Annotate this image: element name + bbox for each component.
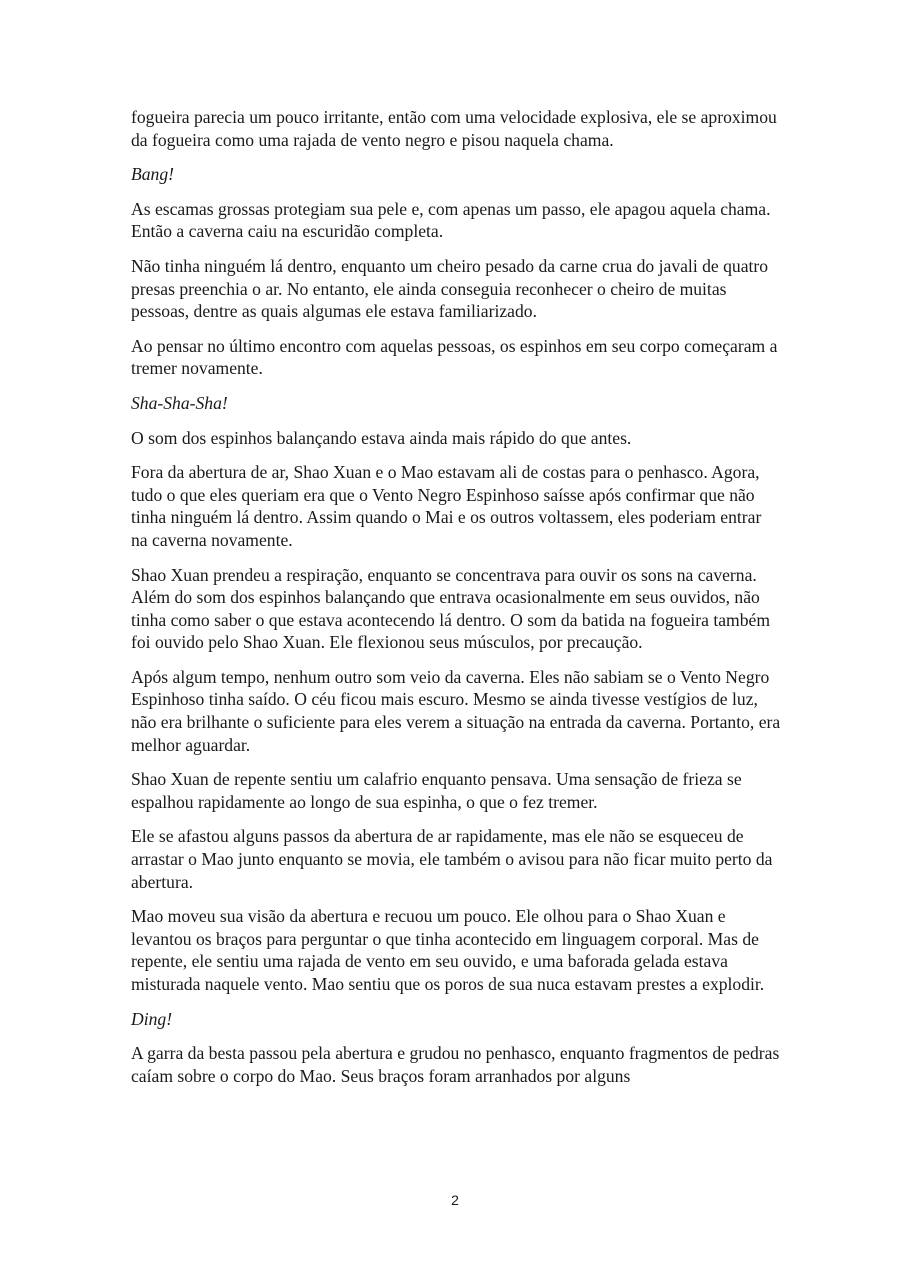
paragraph-sound-effect: Ding! bbox=[131, 1008, 173, 1029]
paragraph: Shao Xuan prendeu a respiração, enquanto se concentrava para ouvir os sons na caverna. Além do som dos espinhos balançando que entrava ocasionalmente em seus ouvidos, não tinha como saber o que estava acontecendo lá dentro. O som da batida na fogueira também foi ouvido pelo Shao Xuan. Ele flexionou seus músculos, por precaução. bbox=[131, 564, 771, 653]
paragraph: Shao Xuan de repente sentiu um calafrio enquanto pensava. Uma sensação de frieza se espalhou rapidamente ao longo de sua espinha, o que o fez tremer. bbox=[131, 769, 742, 812]
paragraph: Após algum tempo, nenhum outro som veio da caverna. Eles não sabiam se o Vento Negro Espinhoso tinha saído. O céu ficou mais escuro. Mesmo se ainda tivesse vestígios de luz, não era brilhante o suficiente para eles verem a situação na entrada da caverna. Portanto, era melhor aguardar. bbox=[131, 666, 781, 755]
paragraph: O som dos espinhos balançando estava ainda mais rápido do que antes. bbox=[131, 427, 632, 448]
paragraph: Ele se afastou alguns passos da abertura de ar rapidamente, mas ele não se esqueceu de arrastar o Mao junto enquanto se movia, ele também o avisou para não ficar muito perto da abertura. bbox=[131, 826, 773, 892]
paragraph-sound-effect: Bang! bbox=[131, 164, 174, 185]
paragraph: A garra da besta passou pela abertura e grudou no penhasco, enquanto fragmentos de pedras caíam sobre o corpo do Mao. Seus braços foram arranhados por alguns bbox=[131, 1043, 780, 1086]
paragraph: Não tinha ninguém lá dentro, enquanto um cheiro pesado da carne crua do javali de quatro presas preenchia o ar. No entanto, ele ainda conseguia reconhecer o cheiro de muitas pessoas, dentre as quais algumas ele estava familiarizado. bbox=[131, 255, 769, 322]
page-number: 2 bbox=[451, 1192, 459, 1208]
paragraph: fogueira parecia um pouco irritante, então com uma velocidade explosiva, ele se aproximou da fogueira como uma rajada de vento negro e pisou naquela chama. bbox=[131, 107, 777, 150]
paragraph: As escamas grossas protegiam sua pele e, com apenas um passo, ele apagou aquela chama. Então a caverna caiu na escuridão completa. bbox=[131, 198, 771, 242]
paragraph: Mao moveu sua visão da abertura e recuou um pouco. Ele olhou para o Shao Xuan e levantou os braços para perguntar o que tinha acontecido em linguagem corporal. Mas de repente, ele sentiu uma rajada de vento em seu ouvido, e uma baforada gelada estava misturada naquele vento. Mao sentiu que os poros de sua nuca estavam prestes a explodir. bbox=[131, 906, 765, 994]
paragraph: Ao pensar no último encontro com aquelas pessoas, os espinhos em seu corpo começaram a tremer novamente. bbox=[131, 335, 778, 379]
body-text bbox=[131, 106, 781, 1099]
paragraph: Fora da abertura de ar, Shao Xuan e o Mao estavam ali de costas para o penhasco. Agora, tudo o que eles queriam era que o Vento Negro Espinhoso saísse após confirmar que não tinha ninguém lá dentro. Assim quando o Mai e os outros voltassem, eles poderiam entrar na caverna novamente. bbox=[131, 462, 762, 550]
paragraph-sound-effect: Sha-Sha-Sha! bbox=[131, 392, 228, 413]
